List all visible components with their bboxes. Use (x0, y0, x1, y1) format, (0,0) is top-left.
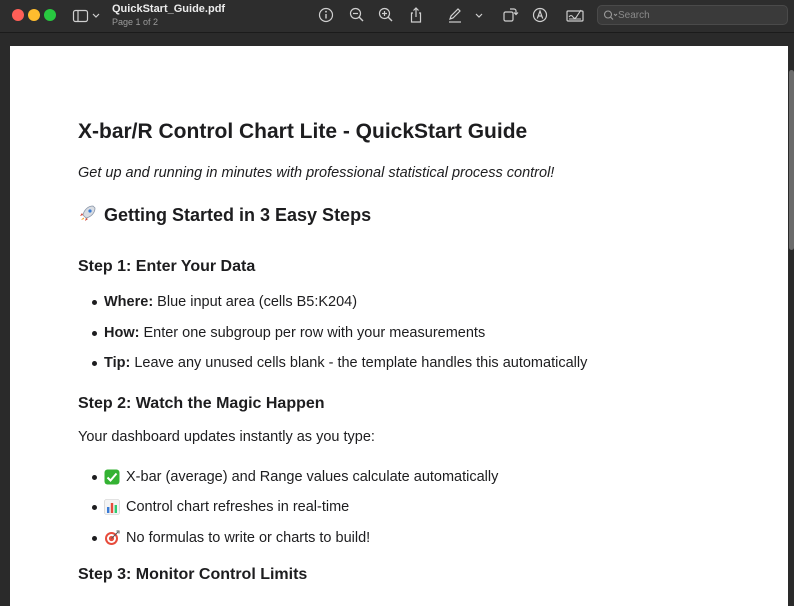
zoom-window-button[interactable] (44, 9, 56, 21)
intro-text: Get up and running in minutes with professional statistical process control! (78, 165, 555, 181)
signature-button[interactable] (565, 6, 587, 24)
bullet-icon (92, 331, 97, 336)
target-icon (104, 530, 120, 546)
check-mark-icon (104, 469, 120, 485)
info-button[interactable] (317, 6, 335, 24)
bar-chart-icon (104, 499, 120, 515)
document-heading: X-bar/R Control Chart Lite - QuickStart Guide (78, 120, 528, 143)
search-input[interactable] (618, 8, 778, 22)
zoom-in-icon (377, 6, 395, 24)
share-icon (407, 6, 425, 24)
item-label: How: (104, 325, 140, 341)
item-text: Leave any unused cells blank - the template handles this automatically (130, 355, 588, 371)
share-button[interactable] (407, 6, 425, 24)
zoom-in-button[interactable] (377, 6, 395, 24)
markup-menu-button[interactable] (472, 6, 486, 24)
item-label: Where: (104, 294, 154, 310)
signature-icon (565, 6, 587, 24)
title-block (112, 3, 225, 28)
markup-button[interactable] (446, 6, 464, 24)
scrollbar-thumb[interactable] (789, 70, 794, 250)
step2-lead: Your dashboard updates instantly as you type: (78, 429, 375, 445)
zoom-out-icon (348, 6, 366, 24)
markup-pen-icon (446, 6, 464, 24)
section-heading (78, 203, 371, 226)
sidebar-toggle-button[interactable] (72, 8, 102, 24)
annotate-button[interactable] (531, 6, 549, 24)
section-heading-text: Getting Started in 3 Easy Steps (104, 205, 372, 225)
annotate-icon (531, 6, 549, 24)
item-label: Tip: (104, 355, 131, 371)
item-text: Enter one subgroup per row with your measurements (139, 325, 486, 341)
bullet-icon (92, 505, 97, 510)
item-text: X-bar (average) and Range values calculate automatically (126, 469, 499, 485)
step2-heading: Step 2: Watch the Magic Happen (78, 395, 325, 412)
item-text: Blue input area (cells B5:K204) (153, 294, 358, 310)
item-text: No formulas to write or charts to build! (126, 530, 371, 546)
toolbar (0, 0, 794, 33)
step1-heading: Step 1: Enter Your Data (78, 258, 256, 275)
rotate-button[interactable] (501, 6, 519, 24)
bullet-icon (92, 536, 97, 541)
bullet-icon (92, 300, 97, 305)
search-icon (603, 9, 619, 22)
rocket-icon (78, 203, 98, 223)
rotate-icon (501, 6, 519, 24)
document-viewer[interactable] (0, 34, 794, 583)
pdf-page (10, 46, 788, 606)
zoom-out-button[interactable] (348, 6, 366, 24)
info-icon (317, 6, 335, 24)
bullet-icon (92, 361, 97, 366)
minimize-window-button[interactable] (28, 9, 40, 21)
step3-heading: Step 3: Monitor Control Limits (78, 566, 308, 583)
document-title[interactable]: QuickStart_Guide.pdf (112, 3, 226, 15)
item-text: Control chart refreshes in real-time (126, 499, 350, 515)
sidebar-icon (72, 8, 102, 24)
search-field[interactable] (597, 5, 788, 25)
bullet-icon (92, 475, 97, 480)
chevron-down-icon (472, 6, 486, 24)
close-window-button[interactable] (12, 9, 24, 21)
page-indicator: Page 1 of 2 (112, 17, 159, 27)
